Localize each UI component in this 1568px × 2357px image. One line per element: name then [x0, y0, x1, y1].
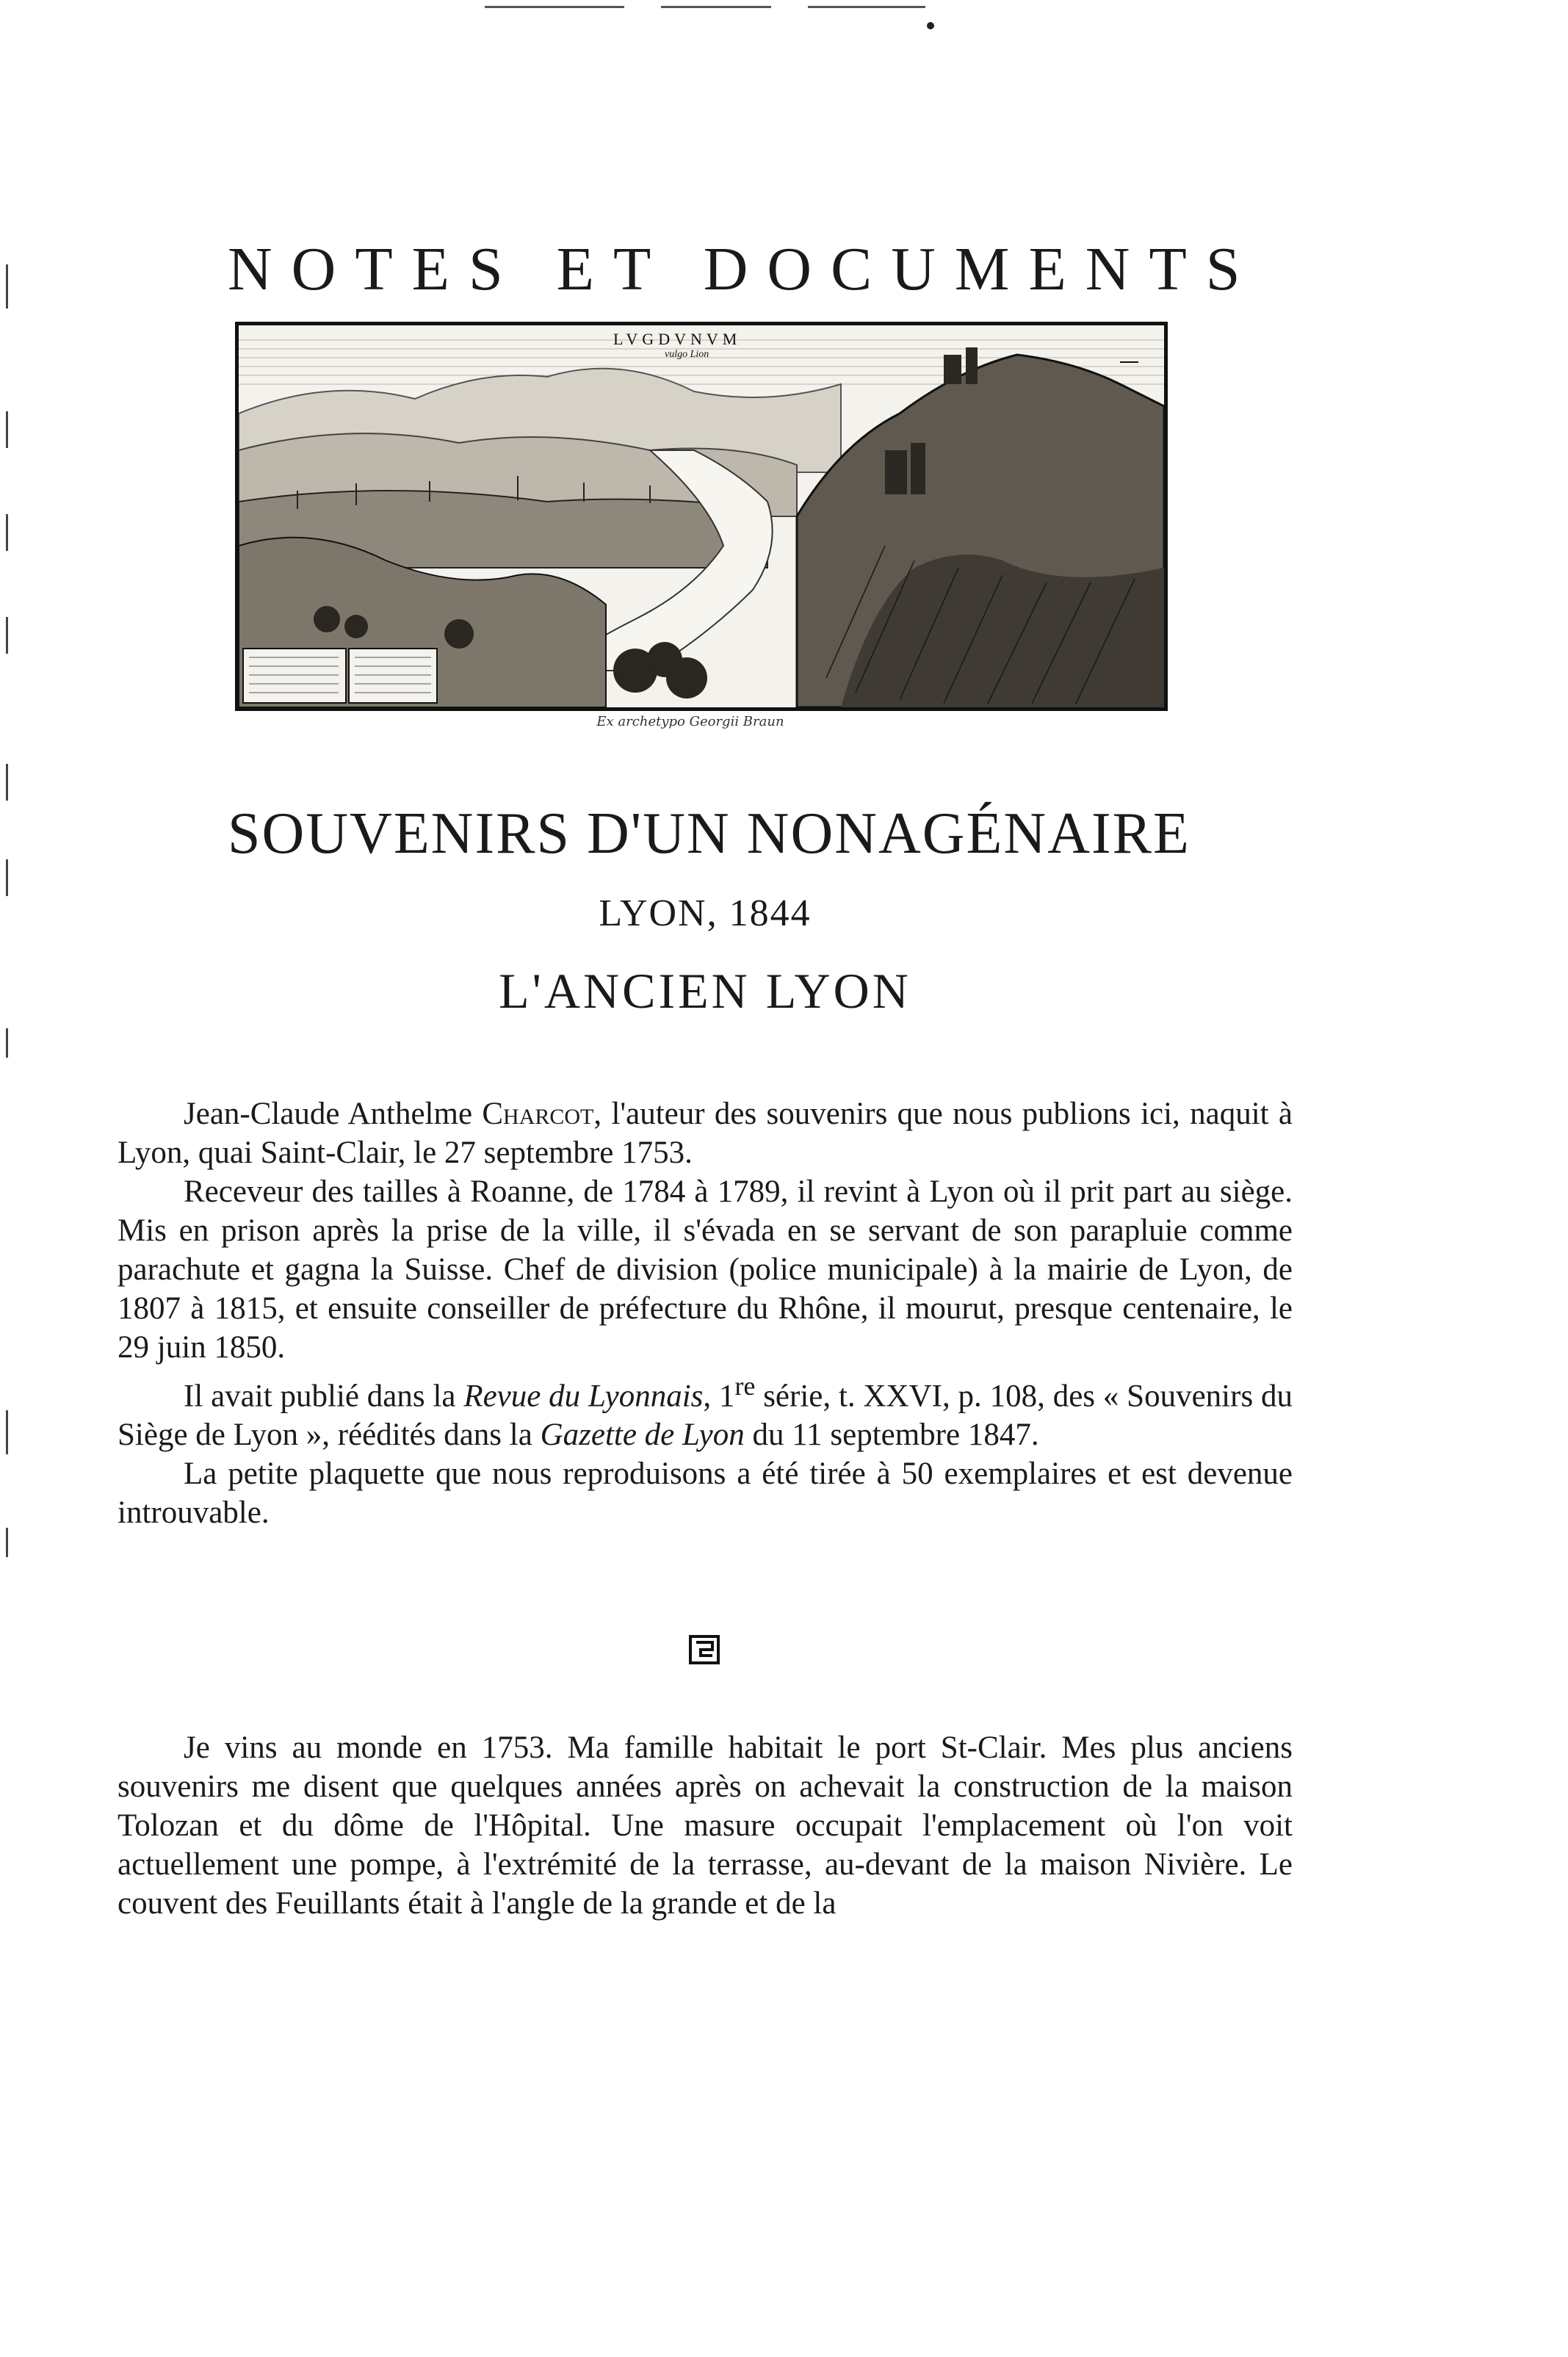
plate-subtitle: vulgo Lion	[665, 349, 709, 360]
scan-artifact-line	[661, 6, 771, 8]
text-run: série, t. XXVI, p. 108, des « Souvenirs du Siège de Lyon », réédités dans la	[118, 1379, 1293, 1453]
author-name: Charcot	[482, 1097, 594, 1131]
scan-edge-mark	[6, 1028, 8, 1058]
engraving-caption: Ex archetypo Georgii Braun	[596, 714, 784, 729]
scan-edge-mark	[6, 1528, 8, 1557]
scan-edge-mark	[6, 617, 8, 654]
text-run: , l'auteur des souvenirs que nous publions ici, naquit à Lyon, quai Saint-Clair, le 27 septembre 1753.	[118, 1097, 1293, 1170]
scan-edge-mark	[6, 264, 8, 308]
scan-edge-mark	[6, 514, 8, 551]
section-ornament-icon	[689, 1635, 720, 1664]
scan-edge-mark	[6, 859, 8, 896]
scan-edge-mark	[6, 1410, 8, 1454]
text-run: Il avait publié dans la	[184, 1379, 464, 1414]
intro-paragraph: Receveur des tailles à Roanne, de 1784 à 1789, il revint à Lyon où il prit part au siège. Mis en prison après la prise de la ville, il s'évada en se servant de son parapluie comme parachute et gagna la Suisse. Chef de division (police municipale) à la mairie de Lyon, de 1807 à 1815, et ensuite conseiller de préfecture du Rhône, il mourut, presque centenaire, le 29 juin 1850.	[118, 1174, 1293, 1365]
intro-paragraph: La petite plaquette que nous reproduisons a été tirée à 50 exemplaires et est devenue introuvable.	[118, 1457, 1293, 1531]
article-place-date: LYON, 1844	[599, 892, 812, 934]
text-run: Jean-Claude Anthelme	[184, 1097, 483, 1131]
engraving-lyon-panorama	[235, 322, 1168, 711]
introduction	[118, 1094, 1293, 1532]
newspaper-title: Gazette de Lyon	[540, 1418, 745, 1453]
scan-artifact-dot	[927, 22, 934, 29]
engraving-drawing	[239, 325, 1164, 707]
text-run: du 11 septembre 1847.	[744, 1418, 1039, 1453]
intro-paragraph	[118, 1094, 1293, 1172]
memoir-text	[118, 1728, 1293, 1923]
scan-edge-mark	[6, 411, 8, 448]
section-title: NOTES ET DOCUMENTS	[228, 235, 1260, 303]
scan-edge-mark	[6, 764, 8, 801]
journal-title: Revue du Lyonnais	[463, 1379, 704, 1414]
superscript: re	[734, 1371, 756, 1401]
article-subtitle: L'ANCIEN LYON	[499, 963, 911, 1019]
text-run: , 1	[703, 1379, 735, 1414]
plate-title: LVGDVNVM	[613, 330, 742, 348]
memoir-paragraph: Je vins au monde en 1753. Ma famille habitait le port St-Clair. Mes plus anciens souvenirs me disent que quelques années après on achevait la construction de la maison Tolozan et du dôme de l'Hôpital. Une masure occupait l'emplacement où l'on voit actuellement une pompe, à l'extrémité de la terrasse, au-devant de la maison Nivière. Le couvent des Feuillants était à l'angle de la grande et de la	[118, 1730, 1293, 1921]
scan-artifact-line	[485, 6, 624, 8]
intro-paragraph	[118, 1367, 1293, 1454]
scan-artifact-line	[808, 6, 925, 8]
article-title: SOUVENIRS D'UN NONAGÉNAIRE	[228, 801, 1191, 866]
